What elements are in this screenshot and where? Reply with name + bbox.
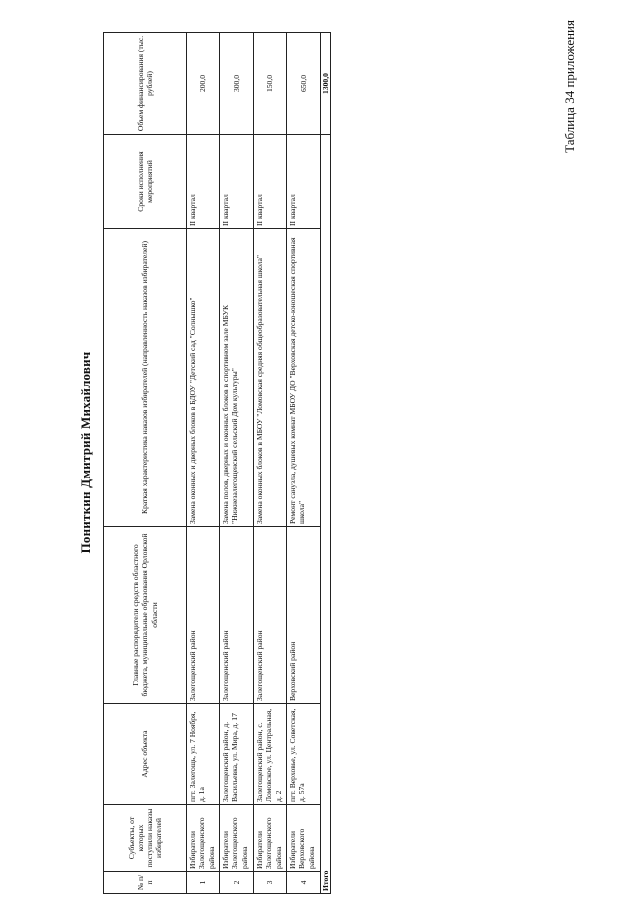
row-subject: Избиратели Залегощенского района bbox=[254, 805, 287, 872]
row-description: Ремонт санузла, душевых комнат МБОУ ДО "Верховская детско-юношеская спортивная школа" bbox=[287, 229, 321, 527]
row-number: 1 bbox=[187, 872, 220, 894]
table-row bbox=[287, 33, 321, 894]
row-amount: 300,0 bbox=[220, 33, 254, 135]
row-term: II квартал bbox=[187, 135, 220, 229]
row-number: 2 bbox=[220, 872, 254, 894]
row-term: II квартал bbox=[220, 135, 254, 229]
row-amount: 150,0 bbox=[254, 33, 287, 135]
row-description: Замена оконных блоков в МБОУ "Ломовская средняя общеобразовательная школа" bbox=[254, 229, 287, 527]
total-amount: 1300,0 bbox=[321, 33, 331, 135]
row-manager: Верховский район bbox=[287, 527, 321, 704]
row-subject: Избиратели Залегощенского района bbox=[220, 805, 254, 872]
table-row bbox=[220, 33, 254, 894]
row-number: 3 bbox=[254, 872, 287, 894]
header-cell-amount: Объем финансирования (тыс. рублей) bbox=[104, 33, 187, 135]
row-term: II квартал bbox=[254, 135, 287, 229]
row-manager: Залегощенский район bbox=[187, 527, 220, 704]
header-cell-term: Сроки исполнения мероприятий bbox=[104, 135, 187, 229]
header-cell-subject: Субъекты, от которых поступили наказы избирателей bbox=[104, 805, 187, 872]
table-caption: Таблица 34 приложения bbox=[562, 20, 577, 153]
row-description: Замена оконных и дверных блоков в БДОУ "Детский сад "Солнышко" bbox=[187, 229, 220, 527]
table-row bbox=[254, 33, 287, 894]
row-subject: Избиратели Верховского района bbox=[287, 805, 321, 872]
orders-table bbox=[103, 32, 331, 894]
table-header-row bbox=[104, 33, 187, 894]
row-address: пгт. Верховье, ул. Советская, д. 57а bbox=[287, 704, 321, 805]
row-number: 4 bbox=[287, 872, 321, 894]
row-address: пгт. Залегощь, ул. 7 Ноября, д. 1а bbox=[187, 704, 220, 805]
header-cell-number: № п/п bbox=[104, 872, 187, 894]
row-manager: Залегощенский район bbox=[220, 527, 254, 704]
row-description: Замена полов, дверных и оконных блоков в спортивном зале МБУК "Нижнезалегощенский сельский Дом культуры" bbox=[220, 229, 254, 527]
header-cell-address: Адрес объекта bbox=[104, 704, 187, 805]
row-address: Залегощенский район, с. Ломовское, ул. Центральная, д. 2 bbox=[254, 704, 287, 805]
total-row bbox=[321, 33, 331, 894]
page-title: Пониткин Дмитрий Михайлович bbox=[78, 351, 93, 554]
row-manager: Залегощенский район bbox=[254, 527, 287, 704]
row-amount: 200,0 bbox=[187, 33, 220, 135]
row-address: Залегощенский район, д. Васильевка, ул. Мира, д. 17 bbox=[220, 704, 254, 805]
header-cell-manager: Главные распорядители средств областного бюджета, муниципальные образования Орловской области bbox=[104, 527, 187, 704]
row-amount: 650,0 bbox=[287, 33, 321, 135]
row-subject: Избиратели Залегощенского района bbox=[187, 805, 220, 872]
header-cell-description: Краткая характеристика наказов избирателей (направленность наказов избирателей) bbox=[104, 229, 187, 527]
row-term: II квартал bbox=[287, 135, 321, 229]
total-label: Итого bbox=[321, 135, 331, 894]
table-row bbox=[187, 33, 220, 894]
